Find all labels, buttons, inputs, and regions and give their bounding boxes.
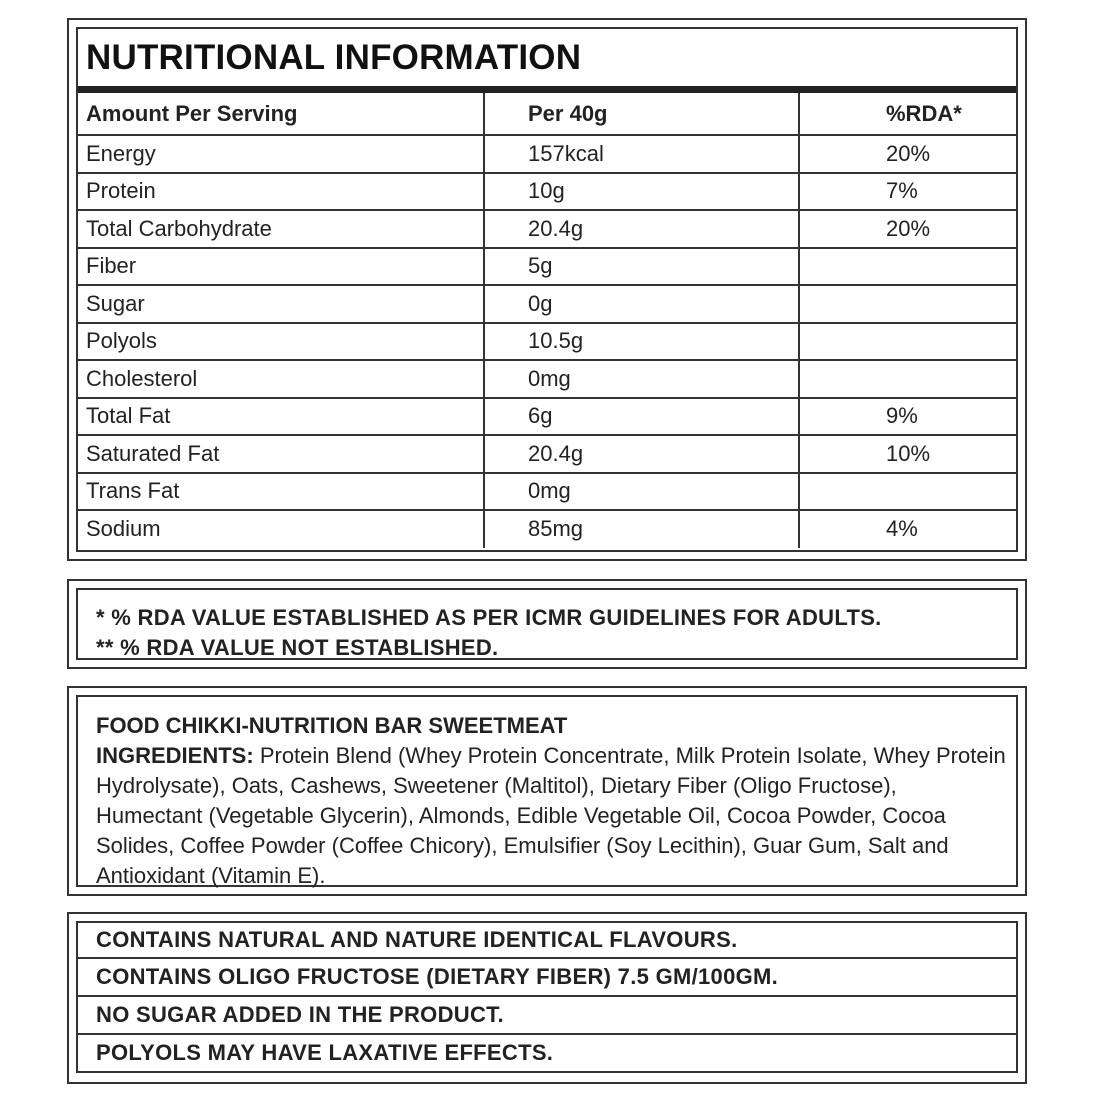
ingredients-label: INGREDIENTS: xyxy=(96,743,254,768)
nutrition-facts-panel xyxy=(67,18,1027,561)
nutrition-row xyxy=(78,135,1016,173)
nutrition-row xyxy=(78,248,1016,286)
claim-natural-flavours: CONTAINS NATURAL AND NATURE IDENTICAL FLAVOURS. xyxy=(76,921,1018,959)
ingredients-list: Protein Blend (Whey Protein Concentrate, Milk Protein Isolate, Whey Protein Hydrolysate), Oats, Cashews, Sweetener (Maltitol), Dietary Fiber (Oligo Fructose), Humectant (Vegetable Glycerin), Almonds, Edible Vegetable Oil, Cocoa Powder, Cocoa Solides, Coffee Powder (Coffee Chicory), Emulsifier (Soy Lecithin), Guar Gum, Salt and Antioxidant (Vitamin E). xyxy=(96,743,1006,888)
nutrient-rda: 7% xyxy=(799,173,1016,211)
rda-note-established: * % RDA VALUE ESTABLISHED AS PER ICMR GUIDELINES FOR ADULTS. xyxy=(96,605,882,630)
nutrient-rda: 4% xyxy=(886,516,918,542)
nutrient-rda xyxy=(799,360,1016,398)
nutrient-amount: 0g xyxy=(484,285,799,323)
claims-panel xyxy=(67,912,1027,1084)
nutrient-rda: 20% xyxy=(799,135,1016,173)
column-header-per-serving-size: Per 40g xyxy=(484,93,799,135)
nutrient-name: Polyols xyxy=(78,323,484,361)
nutrient-rda xyxy=(799,323,1016,361)
nutrition-row xyxy=(78,510,1016,548)
nutrition-title: NUTRITIONAL INFORMATION xyxy=(86,37,582,77)
nutrition-header-row xyxy=(78,93,1016,135)
nutrition-title-bar xyxy=(78,29,1016,93)
nutrient-name: Cholesterol xyxy=(78,360,484,398)
nutrient-name: Saturated Fat xyxy=(78,435,484,473)
rda-note-not-established: ** % RDA VALUE NOT ESTABLISHED. xyxy=(96,635,499,660)
nutrition-table xyxy=(78,93,1016,548)
nutrition-row xyxy=(78,285,1016,323)
nutrient-rda: 9% xyxy=(799,398,1016,436)
nutrient-rda xyxy=(799,285,1016,323)
nutrition-row xyxy=(78,173,1016,211)
rda-notes-panel xyxy=(67,579,1027,669)
nutrient-amount: 10g xyxy=(484,173,799,211)
nutrition-row xyxy=(78,210,1016,248)
column-header-amount-per-serving: Amount Per Serving xyxy=(78,93,484,135)
claim-no-sugar-added: NO SUGAR ADDED IN THE PRODUCT. xyxy=(76,997,1018,1035)
nutrition-row xyxy=(78,473,1016,511)
nutrient-amount: 6g xyxy=(484,398,799,436)
nutrient-amount: 85mg xyxy=(484,510,799,548)
nutrient-rda xyxy=(799,248,1016,286)
nutrition-facts-inner xyxy=(76,27,1018,552)
nutrient-name: Fiber xyxy=(78,248,484,286)
claim-oligo-fructose: CONTAINS OLIGO FRUCTOSE (DIETARY FIBER) 7.5 GM/100GM. xyxy=(76,959,1018,997)
nutrition-row xyxy=(78,435,1016,473)
nutrient-rda: 10% xyxy=(799,435,1016,473)
ingredients-panel xyxy=(67,686,1027,896)
nutrient-rda xyxy=(799,473,1016,511)
nutrient-amount: 5g xyxy=(484,248,799,286)
nutrient-amount: 0mg xyxy=(484,360,799,398)
column-header-rda: %RDA* xyxy=(799,93,1016,135)
nutrient-name: Protein xyxy=(78,173,484,211)
ingredients-inner xyxy=(76,695,1018,887)
nutrient-name: Sodium xyxy=(78,510,484,548)
nutrient-amount: 0mg xyxy=(484,473,799,511)
nutrient-name: Energy xyxy=(78,135,484,173)
nutrition-row xyxy=(78,360,1016,398)
nutrition-table-body xyxy=(78,135,1016,548)
product-name: FOOD CHIKKI-NUTRITION BAR SWEETMEAT xyxy=(96,713,568,738)
nutrient-amount: 157kcal xyxy=(484,135,799,173)
nutrient-amount: 20.4g xyxy=(484,210,799,248)
nutrient-name: Sugar xyxy=(78,285,484,323)
nutrition-row xyxy=(78,398,1016,436)
claim-polyols-laxative: POLYOLS MAY HAVE LAXATIVE EFFECTS. xyxy=(76,1035,1018,1073)
ingredients-paragraph xyxy=(96,741,1006,891)
rda-notes-inner xyxy=(76,588,1018,660)
nutrition-row xyxy=(78,323,1016,361)
nutrient-rda: 20% xyxy=(799,210,1016,248)
nutrient-name: Total Fat xyxy=(78,398,484,436)
nutrient-amount: 20.4g xyxy=(484,435,799,473)
nutrient-name: Total Carbohydrate xyxy=(78,210,484,248)
nutrient-name: Trans Fat xyxy=(78,473,484,511)
nutrient-amount: 10.5g xyxy=(484,323,799,361)
